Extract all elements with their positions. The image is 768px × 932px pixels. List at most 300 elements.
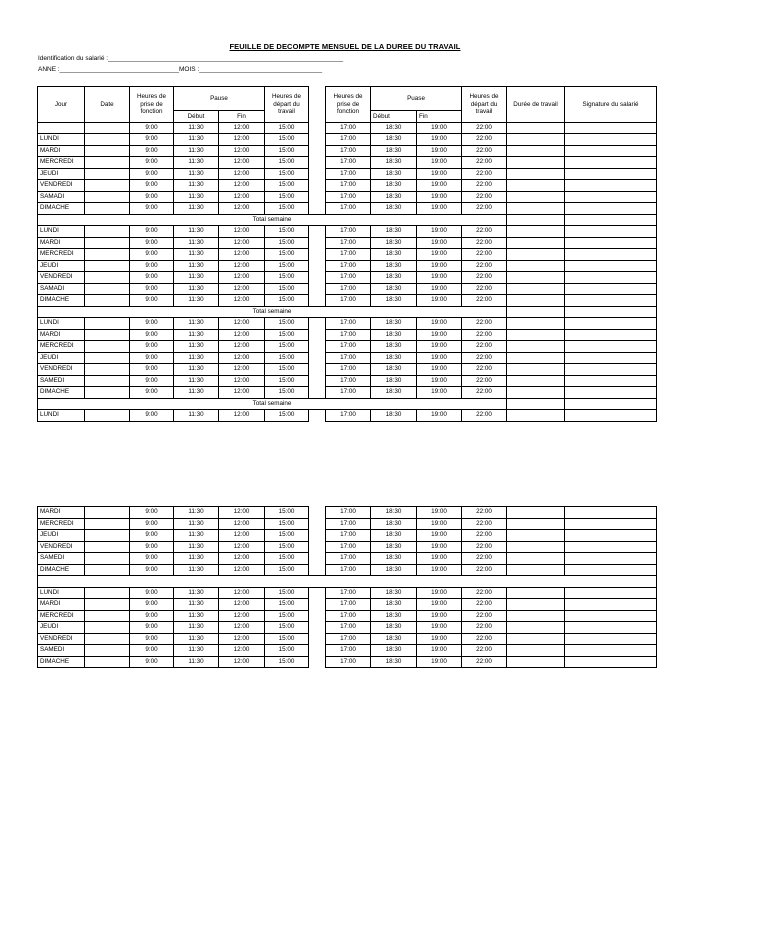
prise-fonction-2-cell: 17:00: [326, 530, 371, 542]
pause-debut-2-cell: 18:30: [371, 587, 417, 599]
pause-debut-2-cell: 18:30: [371, 507, 417, 519]
depart-travail-1-cell: 15:00: [265, 134, 309, 146]
signature-cell: [565, 387, 657, 399]
day-cell: MERCREDI: [38, 249, 85, 261]
gap-cell: [309, 341, 326, 353]
date-cell: [85, 530, 130, 542]
prise-fonction-2-cell: 17:00: [326, 541, 371, 553]
pause-fin-1-cell: 12:00: [219, 656, 265, 668]
header-gap: [309, 87, 326, 123]
pause-debut-2-cell: 18:30: [371, 272, 417, 284]
duree-cell: [507, 203, 565, 215]
depart-travail-2-cell: 22:00: [462, 191, 507, 203]
pause-fin-2-cell: 19:00: [417, 260, 462, 272]
prise-fonction-2-cell: 17:00: [326, 237, 371, 249]
pause-fin-1-cell: 12:00: [219, 122, 265, 134]
prise-fonction-2-cell: 17:00: [326, 157, 371, 169]
table-row: [38, 329, 657, 341]
table-row: [38, 191, 657, 203]
pause-debut-1-cell: 11:30: [174, 272, 219, 284]
prise-fonction-1-cell: 9:00: [130, 364, 174, 376]
depart-travail-1-cell: 15:00: [265, 260, 309, 272]
date-cell: [85, 564, 130, 576]
pause-fin-1-cell: 12:00: [219, 249, 265, 261]
pause-debut-2-cell: 18:30: [371, 168, 417, 180]
table-row: [38, 122, 657, 134]
table-row: [38, 352, 657, 364]
table-row: [38, 375, 657, 387]
pause-fin-1-cell: 12:00: [219, 541, 265, 553]
signature-cell: [565, 134, 657, 146]
prise-fonction-2-cell: 17:00: [326, 633, 371, 645]
table-row: [38, 622, 657, 634]
signature-cell: [565, 329, 657, 341]
depart-travail-1-cell: 15:00: [265, 157, 309, 169]
signature-cell: [565, 237, 657, 249]
day-cell: DIMACHE: [38, 295, 85, 307]
pause-debut-1-cell: 11:30: [174, 656, 219, 668]
pause-fin-2-cell: 19:00: [417, 249, 462, 261]
pause-fin-2-cell: 19:00: [417, 587, 462, 599]
prise-fonction-1-cell: 9:00: [130, 352, 174, 364]
prise-fonction-1-cell: 9:00: [130, 318, 174, 330]
gap-cell: [309, 352, 326, 364]
prise-fonction-1-cell: 9:00: [130, 134, 174, 146]
signature-cell: [565, 203, 657, 215]
signature-cell: [565, 507, 657, 519]
pause-debut-2-cell: 18:30: [371, 341, 417, 353]
pause-fin-1-cell: 12:00: [219, 564, 265, 576]
depart-travail-1-cell: 15:00: [265, 249, 309, 261]
pause-fin-1-cell: 12:00: [219, 145, 265, 157]
gap-cell: [309, 541, 326, 553]
depart-travail-2-cell: 22:00: [462, 295, 507, 307]
total-signature-cell: [565, 214, 657, 226]
pause-fin-2-cell: 19:00: [417, 203, 462, 215]
pause-fin-2-cell: 19:00: [417, 157, 462, 169]
day-cell: VENDREDI: [38, 364, 85, 376]
date-cell: [85, 633, 130, 645]
prise-fonction-1-cell: 9:00: [130, 375, 174, 387]
depart-travail-2-cell: 22:00: [462, 145, 507, 157]
duree-cell: [507, 122, 565, 134]
depart-travail-1-cell: 15:00: [265, 364, 309, 376]
depart-travail-1-cell: 15:00: [265, 191, 309, 203]
signature-cell: [565, 645, 657, 657]
day-cell: MERCREDI: [38, 157, 85, 169]
duree-cell: [507, 295, 565, 307]
prise-fonction-1-cell: 9:00: [130, 145, 174, 157]
day-cell: MERCREDI: [38, 610, 85, 622]
pause-debut-1-cell: 11:30: [174, 249, 219, 261]
pause-debut-1-cell: 11:30: [174, 410, 219, 422]
prise-fonction-1-cell: 9:00: [130, 157, 174, 169]
pause-debut-2-cell: 18:30: [371, 329, 417, 341]
depart-travail-2-cell: 22:00: [462, 157, 507, 169]
prise-fonction-2-cell: 17:00: [326, 249, 371, 261]
depart-travail-1-cell: 15:00: [265, 226, 309, 238]
header-depart-travail-2: Heures de départ du travail: [462, 87, 507, 123]
table-row: [38, 541, 657, 553]
pause-fin-2-cell: 19:00: [417, 237, 462, 249]
depart-travail-1-cell: 15:00: [265, 622, 309, 634]
table-row: [38, 168, 657, 180]
pause-fin-2-cell: 19:00: [417, 375, 462, 387]
pause-debut-1-cell: 11:30: [174, 564, 219, 576]
duree-cell: [507, 318, 565, 330]
depart-travail-2-cell: 22:00: [462, 633, 507, 645]
day-cell: VENDREDI: [38, 180, 85, 192]
signature-cell: [565, 541, 657, 553]
pause-debut-1-cell: 11:30: [174, 507, 219, 519]
signature-cell: [565, 180, 657, 192]
prise-fonction-2-cell: 17:00: [326, 145, 371, 157]
prise-fonction-2-cell: 17:00: [326, 364, 371, 376]
pause-debut-2-cell: 18:30: [371, 283, 417, 295]
header-pause-1: Pause: [174, 87, 265, 111]
timesheet-table-1: [37, 86, 657, 422]
signature-cell: [565, 145, 657, 157]
prise-fonction-2-cell: 17:00: [326, 645, 371, 657]
gap-cell: [309, 226, 326, 238]
pause-fin-2-cell: 19:00: [417, 283, 462, 295]
pause-debut-2-cell: 18:30: [371, 610, 417, 622]
pause-debut-1-cell: 11:30: [174, 364, 219, 376]
prise-fonction-1-cell: 9:00: [130, 249, 174, 261]
date-cell: [85, 249, 130, 261]
prise-fonction-2-cell: 17:00: [326, 318, 371, 330]
pause-debut-1-cell: 11:30: [174, 180, 219, 192]
pause-fin-1-cell: 12:00: [219, 157, 265, 169]
gap-cell: [309, 203, 326, 215]
table-row: [38, 610, 657, 622]
day-cell: JEUDI: [38, 168, 85, 180]
week-total-row: [38, 214, 657, 226]
pause-fin-2-cell: 19:00: [417, 507, 462, 519]
total-signature-cell: [565, 306, 657, 318]
depart-travail-2-cell: 22:00: [462, 226, 507, 238]
duree-cell: [507, 518, 565, 530]
annee-blank: _________________________________: [59, 66, 179, 73]
pause-fin-2-cell: 19:00: [417, 272, 462, 284]
prise-fonction-1-cell: 9:00: [130, 633, 174, 645]
pause-fin-1-cell: 12:00: [219, 134, 265, 146]
pause-debut-2-cell: 18:30: [371, 375, 417, 387]
depart-travail-2-cell: 22:00: [462, 352, 507, 364]
signature-cell: [565, 122, 657, 134]
pause-debut-1-cell: 11:30: [174, 541, 219, 553]
mois-blank: __________________________________: [199, 66, 323, 73]
week-total-label: Total semaine: [38, 214, 507, 226]
week-total-label: Total semaine: [38, 398, 507, 410]
pause-fin-1-cell: 12:00: [219, 599, 265, 611]
signature-cell: [565, 352, 657, 364]
date-cell: [85, 191, 130, 203]
pause-fin-2-cell: 19:00: [417, 633, 462, 645]
header-pause-2: Puase: [371, 87, 462, 111]
gap-cell: [309, 295, 326, 307]
signature-cell: [565, 622, 657, 634]
pause-debut-2-cell: 18:30: [371, 633, 417, 645]
signature-cell: [565, 318, 657, 330]
signature-cell: [565, 518, 657, 530]
table-row: [38, 295, 657, 307]
pause-fin-2-cell: 19:00: [417, 599, 462, 611]
date-cell: [85, 237, 130, 249]
depart-travail-1-cell: 15:00: [265, 168, 309, 180]
pause-fin-1-cell: 12:00: [219, 283, 265, 295]
depart-travail-2-cell: 22:00: [462, 587, 507, 599]
pause-fin-2-cell: 19:00: [417, 318, 462, 330]
day-cell: MARDI: [38, 329, 85, 341]
prise-fonction-2-cell: 17:00: [326, 410, 371, 422]
duree-cell: [507, 599, 565, 611]
table-row: [38, 180, 657, 192]
pause-debut-2-cell: 18:30: [371, 410, 417, 422]
pause-debut-2-cell: 18:30: [371, 599, 417, 611]
day-cell: MERCREDI: [38, 341, 85, 353]
sheet-title: FEUILLE DE DECOMPTE MENSUEL DE LA DUREE DU TRAVAIL: [229, 42, 461, 51]
depart-travail-1-cell: 15:00: [265, 518, 309, 530]
gap-cell: [309, 633, 326, 645]
header-fin-1: Fin: [219, 111, 265, 123]
pause-debut-2-cell: 18:30: [371, 352, 417, 364]
day-cell: [38, 122, 85, 134]
pause-fin-2-cell: 19:00: [417, 387, 462, 399]
prise-fonction-1-cell: 9:00: [130, 541, 174, 553]
depart-travail-1-cell: 15:00: [265, 410, 309, 422]
mois-label: MOIS :: [178, 66, 200, 73]
prise-fonction-2-cell: 17:00: [326, 375, 371, 387]
pause-debut-1-cell: 11:30: [174, 226, 219, 238]
prise-fonction-2-cell: 17:00: [326, 656, 371, 668]
pause-fin-2-cell: 19:00: [417, 341, 462, 353]
pause-fin-1-cell: 12:00: [219, 622, 265, 634]
gap-cell: [309, 157, 326, 169]
gap-cell: [309, 283, 326, 295]
signature-cell: [565, 633, 657, 645]
header-prise-fonction-2: Heures de prise de fonction: [326, 87, 371, 123]
pause-debut-1-cell: 11:30: [174, 145, 219, 157]
prise-fonction-2-cell: 17:00: [326, 180, 371, 192]
depart-travail-2-cell: 22:00: [462, 375, 507, 387]
date-cell: [85, 329, 130, 341]
prise-fonction-2-cell: 17:00: [326, 387, 371, 399]
ident-blank: _________________________________________________________________: [108, 55, 344, 62]
pause-debut-2-cell: 18:30: [371, 364, 417, 376]
table-row: [38, 387, 657, 399]
duree-cell: [507, 134, 565, 146]
pause-fin-1-cell: 12:00: [219, 352, 265, 364]
signature-cell: [565, 295, 657, 307]
header-debut-2: Début: [371, 111, 417, 123]
gap-cell: [309, 237, 326, 249]
depart-travail-1-cell: 15:00: [265, 122, 309, 134]
depart-travail-2-cell: 22:00: [462, 237, 507, 249]
prise-fonction-1-cell: 9:00: [130, 530, 174, 542]
date-cell: [85, 553, 130, 565]
signature-cell: [565, 249, 657, 261]
day-cell: DIMACHE: [38, 203, 85, 215]
timesheet-body-2: [38, 507, 657, 668]
duree-cell: [507, 587, 565, 599]
date-cell: [85, 541, 130, 553]
depart-travail-2-cell: 22:00: [462, 553, 507, 565]
pause-debut-1-cell: 11:30: [174, 553, 219, 565]
pause-fin-1-cell: 12:00: [219, 295, 265, 307]
prise-fonction-1-cell: 9:00: [130, 237, 174, 249]
prise-fonction-2-cell: 17:00: [326, 295, 371, 307]
depart-travail-2-cell: 22:00: [462, 122, 507, 134]
table-row: [38, 318, 657, 330]
prise-fonction-1-cell: 9:00: [130, 203, 174, 215]
duree-cell: [507, 249, 565, 261]
date-cell: [85, 145, 130, 157]
day-cell: DIMACHE: [38, 387, 85, 399]
date-cell: [85, 610, 130, 622]
table-row: [38, 364, 657, 376]
table-row: [38, 145, 657, 157]
depart-travail-2-cell: 22:00: [462, 645, 507, 657]
depart-travail-1-cell: 15:00: [265, 375, 309, 387]
prise-fonction-2-cell: 17:00: [326, 341, 371, 353]
duree-cell: [507, 364, 565, 376]
table-row: [38, 599, 657, 611]
duree-cell: [507, 645, 565, 657]
pause-debut-1-cell: 11:30: [174, 203, 219, 215]
duree-cell: [507, 410, 565, 422]
prise-fonction-2-cell: 17:00: [326, 352, 371, 364]
duree-cell: [507, 157, 565, 169]
date-cell: [85, 410, 130, 422]
pause-debut-1-cell: 11:30: [174, 622, 219, 634]
table-row: [38, 656, 657, 668]
pause-fin-1-cell: 12:00: [219, 180, 265, 192]
pause-fin-2-cell: 19:00: [417, 226, 462, 238]
depart-travail-2-cell: 22:00: [462, 656, 507, 668]
date-cell: [85, 180, 130, 192]
prise-fonction-1-cell: 9:00: [130, 180, 174, 192]
pause-fin-1-cell: 12:00: [219, 530, 265, 542]
date-cell: [85, 295, 130, 307]
pause-debut-1-cell: 11:30: [174, 530, 219, 542]
duree-cell: [507, 352, 565, 364]
pause-debut-2-cell: 18:30: [371, 530, 417, 542]
duree-cell: [507, 622, 565, 634]
gap-cell: [309, 410, 326, 422]
pause-fin-2-cell: 19:00: [417, 564, 462, 576]
depart-travail-2-cell: 22:00: [462, 387, 507, 399]
duree-cell: [507, 191, 565, 203]
duree-cell: [507, 633, 565, 645]
pause-debut-2-cell: 18:30: [371, 249, 417, 261]
prise-fonction-1-cell: 9:00: [130, 518, 174, 530]
pause-fin-2-cell: 19:00: [417, 656, 462, 668]
day-cell: MARDI: [38, 599, 85, 611]
pause-debut-1-cell: 11:30: [174, 633, 219, 645]
signature-cell: [565, 341, 657, 353]
table-row: [38, 564, 657, 576]
gap-cell: [309, 134, 326, 146]
pause-debut-2-cell: 18:30: [371, 318, 417, 330]
pause-fin-1-cell: 12:00: [219, 633, 265, 645]
pause-fin-2-cell: 19:00: [417, 518, 462, 530]
pause-fin-1-cell: 12:00: [219, 507, 265, 519]
pause-debut-1-cell: 11:30: [174, 168, 219, 180]
prise-fonction-1-cell: 9:00: [130, 622, 174, 634]
pause-debut-1-cell: 11:30: [174, 191, 219, 203]
total-duree-cell: [507, 214, 565, 226]
total-duree-cell: [507, 398, 565, 410]
table-row: [38, 633, 657, 645]
pause-debut-2-cell: 18:30: [371, 553, 417, 565]
signature-cell: [565, 656, 657, 668]
prise-fonction-2-cell: 17:00: [326, 191, 371, 203]
day-cell: SAMEDI: [38, 553, 85, 565]
depart-travail-2-cell: 22:00: [462, 134, 507, 146]
table-row: [38, 237, 657, 249]
date-cell: [85, 272, 130, 284]
pause-fin-1-cell: 12:00: [219, 203, 265, 215]
gap-cell: [309, 318, 326, 330]
day-cell: DIMACHE: [38, 656, 85, 668]
ident-label: Identification du salarié :: [38, 55, 109, 62]
pause-fin-1-cell: 12:00: [219, 610, 265, 622]
table-row: [38, 645, 657, 657]
pause-debut-1-cell: 11:30: [174, 329, 219, 341]
table-row: [38, 587, 657, 599]
gap-cell: [309, 145, 326, 157]
day-cell: SAMADI: [38, 283, 85, 295]
date-cell: [85, 622, 130, 634]
depart-travail-2-cell: 22:00: [462, 564, 507, 576]
gap-cell: [309, 364, 326, 376]
prise-fonction-2-cell: 17:00: [326, 134, 371, 146]
pause-fin-2-cell: 19:00: [417, 191, 462, 203]
gap-cell: [309, 599, 326, 611]
signature-cell: [565, 283, 657, 295]
depart-travail-1-cell: 15:00: [265, 295, 309, 307]
prise-fonction-2-cell: 17:00: [326, 507, 371, 519]
header-prise-fonction-1: Heures de prise de fonction: [130, 87, 174, 123]
pause-fin-2-cell: 19:00: [417, 645, 462, 657]
pause-fin-2-cell: 19:00: [417, 610, 462, 622]
pause-debut-1-cell: 11:30: [174, 587, 219, 599]
pause-debut-2-cell: 18:30: [371, 260, 417, 272]
day-cell: LUNDI: [38, 318, 85, 330]
duree-cell: [507, 564, 565, 576]
signature-cell: [565, 564, 657, 576]
timesheet-table-2: [37, 506, 657, 668]
duree-cell: [507, 272, 565, 284]
duree-cell: [507, 329, 565, 341]
header-signature: Signature du salarié: [565, 87, 657, 123]
depart-travail-2-cell: 22:00: [462, 180, 507, 192]
table-row: [38, 283, 657, 295]
depart-travail-2-cell: 22:00: [462, 260, 507, 272]
signature-cell: [565, 375, 657, 387]
pause-fin-1-cell: 12:00: [219, 272, 265, 284]
duree-cell: [507, 387, 565, 399]
duree-cell: [507, 180, 565, 192]
pause-fin-1-cell: 12:00: [219, 329, 265, 341]
date-cell: [85, 599, 130, 611]
pause-debut-2-cell: 18:30: [371, 134, 417, 146]
table-row: [38, 249, 657, 261]
table-row: [38, 226, 657, 238]
day-cell: MERCREDI: [38, 518, 85, 530]
depart-travail-2-cell: 22:00: [462, 203, 507, 215]
